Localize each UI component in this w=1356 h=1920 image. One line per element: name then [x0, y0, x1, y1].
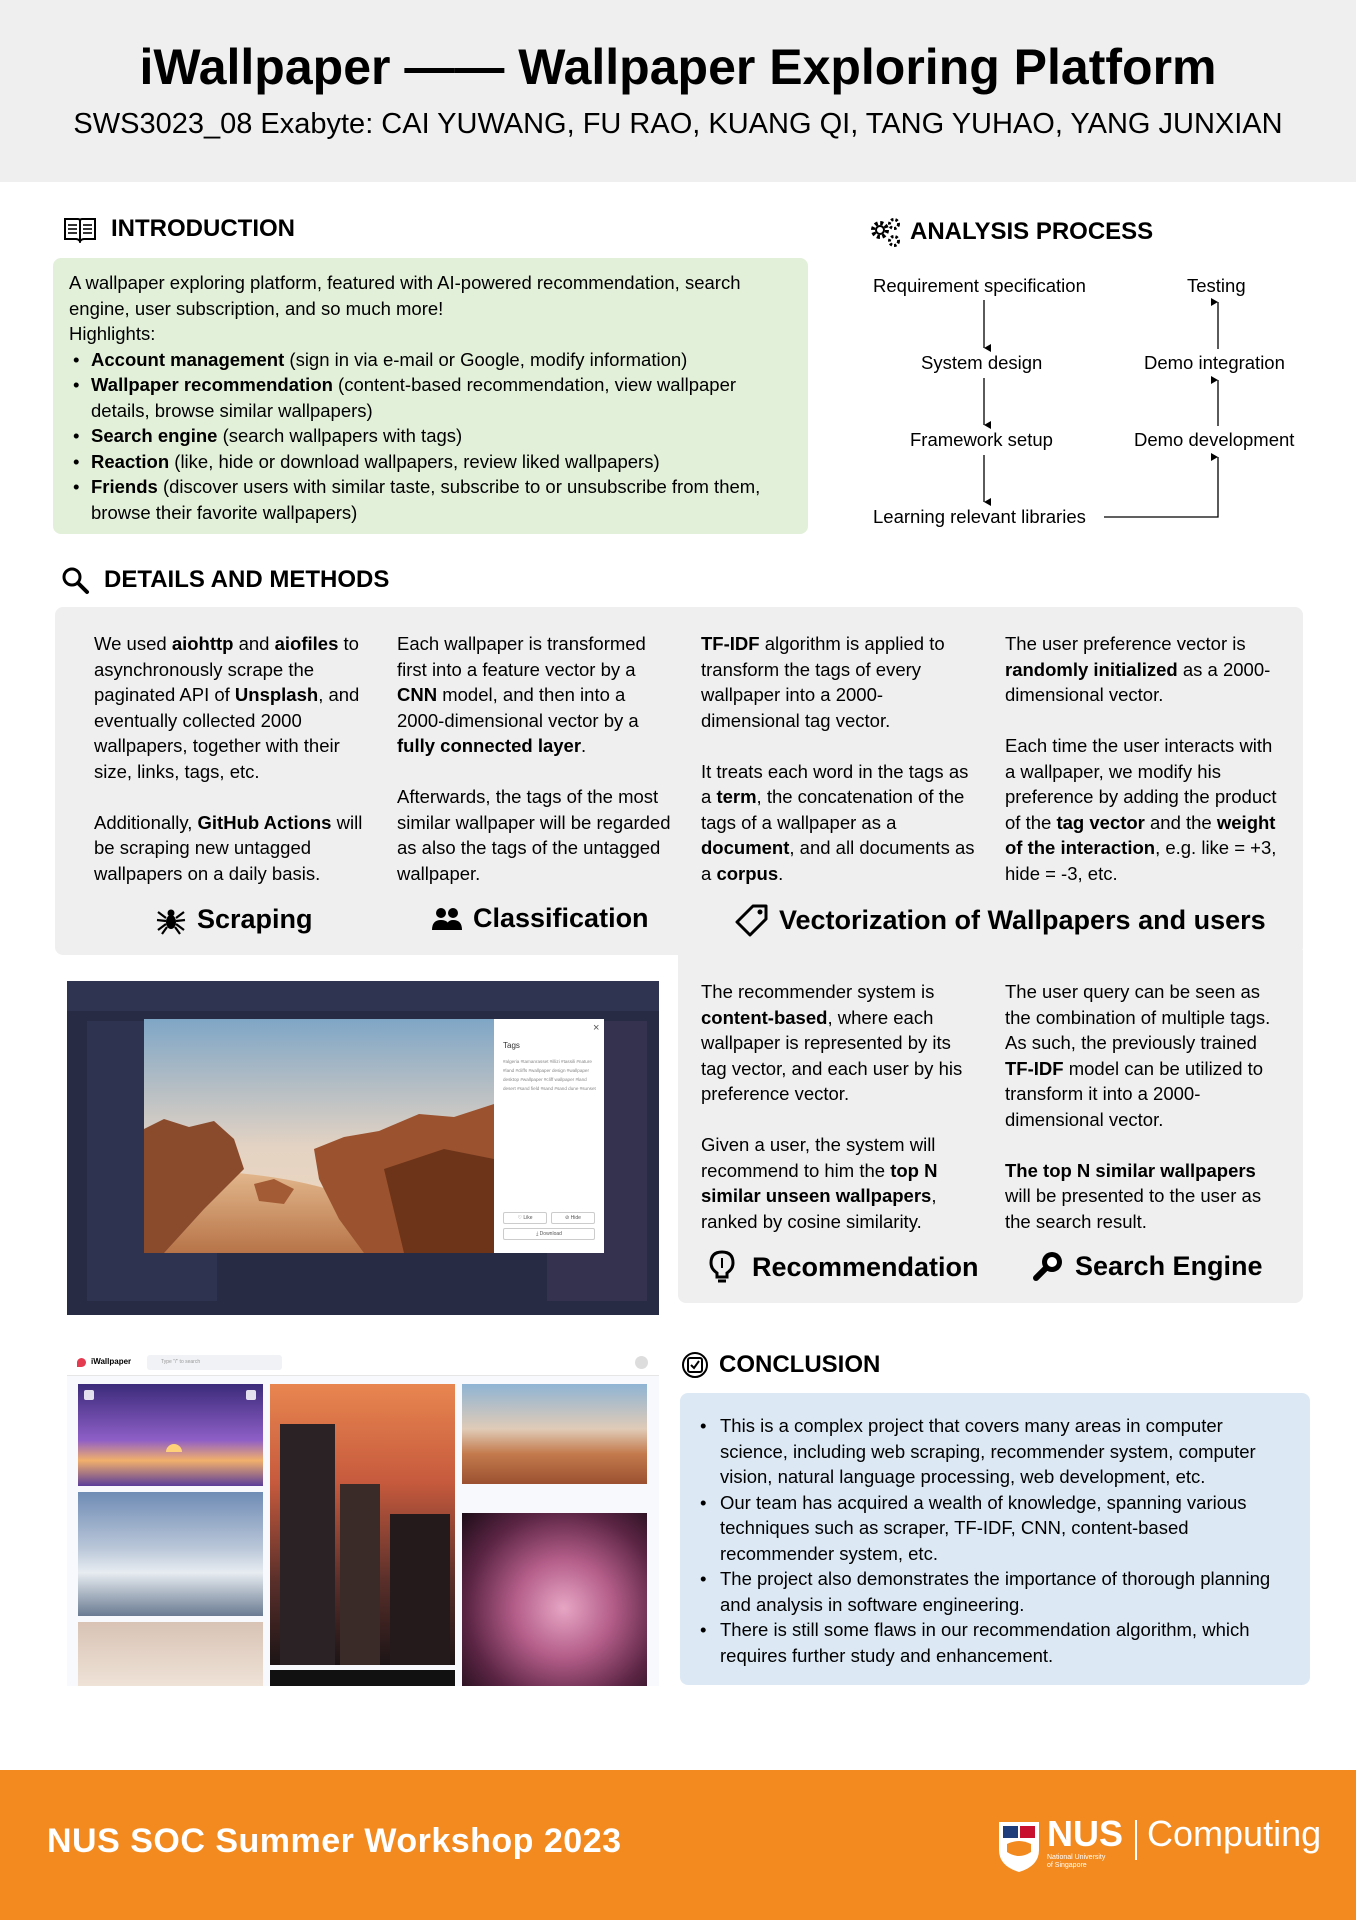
computing-text: Computing — [1147, 1813, 1322, 1854]
tags-panel — [494, 1019, 604, 1253]
classification-text: Each wallpaper is transformed first into a feature vector by a CNN model, and then into a 2000-dimensional vector by a fully connected layer. Afterwards, the tags of the most similar wallpaper will be regarded as also the tags of the untagged wallpaper. — [397, 633, 671, 884]
logo-divider — [1135, 1820, 1137, 1860]
tag[interactable]: #land desert — [503, 1077, 587, 1091]
tags-list — [503, 1057, 598, 1093]
poster-footer — [0, 1770, 1356, 1920]
tag[interactable]: #tassili — [561, 1059, 576, 1064]
tag[interactable]: #sand field — [517, 1086, 540, 1091]
wallpaper-tile[interactable] — [462, 1513, 647, 1686]
brand-name: iWallpaper — [91, 1357, 132, 1366]
like-button[interactable]: ♡ Like — [503, 1212, 547, 1224]
gears-icon — [868, 215, 902, 249]
classification-label — [431, 903, 649, 934]
process-step: Learning relevant libraries — [873, 506, 1086, 527]
wallpaper-preview — [144, 1019, 494, 1253]
tag-icon — [735, 903, 769, 937]
list-item: • Wallpaper recommendation (content-based recommendation, view wallpaper details, browse similar wallpapers) — [69, 372, 792, 423]
process-step: Requirement specification — [873, 275, 1086, 296]
tag[interactable]: #cliff wallpaper — [543, 1077, 575, 1082]
list-item: • The project also demonstrates the importance of thorough planning and analysis in software engineering. — [698, 1566, 1292, 1617]
vectorization-text-2: The user preference vector is randomly initialized as a 2000-dimensional vector. Each time the user interacts with a wallpaper, we modify his preference by adding the product of the tag vector and the weight of the interaction, e.g. like = +3, hide = -3, etc. — [1005, 633, 1277, 884]
scraping-text: We used aiohttp and aiofiles to asynchronously scrape the paginated API of Unsplash, and eventually collected 2000 wallpapers, together with their size, links, tags, etc. Additionally, GitHub Actions will be scraping new untagged wallpapers on a daily basis. — [94, 633, 363, 884]
list-item: • Search engine (search wallpapers with tags) — [69, 423, 792, 449]
tag[interactable]: #illizi — [549, 1059, 560, 1064]
poster-authors: SWS3023_08 Exabyte: CAI YUWANG, FU RAO, KUANG QI, TANG YUHAO, YANG JUNXIAN — [73, 108, 1283, 140]
book-icon — [63, 215, 97, 243]
magnifier-icon — [1033, 1250, 1065, 1282]
details-heading — [60, 565, 389, 595]
nus-subtext: National University — [1047, 1854, 1106, 1861]
nus-computing-logo — [997, 1813, 1322, 1874]
lightbulb-icon — [708, 1250, 736, 1284]
hide-icon[interactable] — [84, 1390, 94, 1400]
tag[interactable]: #cliffs — [515, 1068, 528, 1073]
list-item: • This is a complex project that covers many areas in computer science, including web scraping, recommender system, computer vision, natural language processing, web development, etc. — [698, 1413, 1292, 1490]
poster-title: iWallpaper —— Wallpaper Exploring Platform — [139, 39, 1217, 95]
vectorization-text-1: TF-IDF algorithm is applied to transform the tags of every wallpaper into a 2000-dimensional tag vector. It treats each word in the tags as a term, the concatenation of the tags of a wallpaper as a document, and all documents as a corpus. — [701, 633, 975, 884]
tag[interactable]: #wallpaper design — [528, 1068, 566, 1073]
process-step: Testing — [1187, 275, 1246, 296]
analysis-heading-text: ANALYSIS PROCESS — [910, 218, 1154, 245]
introduction-lead: A wallpaper exploring platform, featured with AI-powered recommendation, search engine, user subscription, and so much more! — [69, 272, 741, 319]
spider-icon — [155, 903, 187, 935]
vectorization-label-text: Vectorization of Wallpapers and users — [779, 904, 1266, 935]
list-item: • There is still some flaws in our recommendation algorithm, which requires further study and enhancement. — [698, 1617, 1292, 1668]
nus-text: NUS — [1047, 1813, 1124, 1854]
conclusion-heading-text: CONCLUSION — [719, 1351, 881, 1378]
scraping-label — [155, 903, 313, 935]
nus-crest-icon — [997, 1820, 1041, 1874]
introduction-heading — [63, 215, 295, 243]
wallpaper-detail-screenshot — [67, 981, 659, 1315]
close-icon[interactable]: × — [593, 1022, 600, 1034]
conclusion-box — [680, 1393, 1310, 1685]
nus-wordmark — [1047, 1814, 1123, 1870]
search-engine-label-text: Search Engine — [1075, 1250, 1263, 1281]
poster-header — [0, 0, 1356, 182]
wallpaper-tile[interactable] — [462, 1384, 647, 1484]
process-step: Demo development — [1134, 429, 1295, 450]
tag[interactable]: #wallpaper desktop — [503, 1068, 590, 1082]
introduction-box — [53, 258, 808, 534]
nus-subtext: of Singapore — [1047, 1862, 1087, 1869]
workshop-title: NUS SOC Summer Workshop 2023 — [47, 1822, 622, 1860]
app-header — [67, 1350, 659, 1376]
details-heading-text: DETAILS AND METHODS — [104, 566, 390, 593]
tag[interactable]: #land — [503, 1068, 515, 1073]
recommendation-label-text: Recommendation — [752, 1251, 979, 1282]
vectorization-label — [735, 903, 1266, 937]
desert-wallpaper-image — [144, 1019, 494, 1253]
tag[interactable]: #nature — [576, 1059, 592, 1064]
list-item: • Friends (discover users with similar taste, subscribe to or unsubscribe from them, browse their favorite wallpapers) — [69, 474, 792, 525]
tag[interactable]: #algeria — [503, 1059, 520, 1064]
users-icon — [431, 905, 463, 933]
conclusion-list — [698, 1413, 1292, 1668]
wallpaper-tile[interactable] — [78, 1384, 263, 1486]
tag[interactable]: #tamanrasset — [520, 1059, 549, 1064]
hide-button[interactable]: ⊘ Hide — [551, 1212, 595, 1224]
building-shape — [280, 1424, 335, 1665]
sun-shape — [166, 1444, 182, 1452]
recommendation-text: The recommender system is content-based, where each wallpaper is represented by its tag vector, and each user by his preference vector. Given a user, the system will recommend to him the top N similar unseen wallpapers, ranked by cosine similarity. — [701, 981, 963, 1232]
tag[interactable]: #sand dune — [554, 1086, 579, 1091]
tag[interactable]: #wallpaper — [520, 1077, 543, 1082]
checkbox-icon — [681, 1351, 709, 1379]
download-button[interactable]: ⤓ Download — [503, 1228, 595, 1240]
analysis-heading — [868, 215, 1153, 249]
wallpaper-tile[interactable] — [270, 1670, 455, 1686]
avatar[interactable] — [635, 1356, 648, 1369]
process-step: Framework setup — [910, 429, 1053, 450]
tags-title: Tags — [503, 1041, 520, 1050]
recommendation-label — [708, 1250, 979, 1284]
process-step: System design — [921, 352, 1043, 373]
list-item: • Reaction (like, hide or download wallpapers, review liked wallpapers) — [69, 449, 792, 475]
wallpaper-tile[interactable] — [270, 1384, 455, 1665]
scraping-label-text: Scraping — [197, 903, 313, 934]
building-shape — [340, 1484, 380, 1665]
introduction-heading-text: INTRODUCTION — [111, 215, 295, 242]
conclusion-heading — [681, 1351, 880, 1379]
process-step: Demo integration — [1144, 352, 1285, 373]
tag[interactable]: #sand — [540, 1086, 554, 1091]
search-engine-text: The user query can be seen as the combination of multiple tags. As such, the previously trained TF-IDF model can be utilized to transform it into a 2000-dimensional vector. The top N similar wallpapers will be presented to the user as the search result. — [1005, 981, 1271, 1232]
building-shape — [390, 1514, 450, 1665]
like-icon[interactable] — [246, 1390, 256, 1400]
search-engine-label — [1033, 1250, 1263, 1282]
highlights-label: Highlights: — [69, 323, 156, 344]
search-icon — [60, 565, 90, 595]
tag[interactable]: #sunset — [579, 1086, 596, 1091]
list-item: • Our team has acquired a wealth of knowledge, spanning various techniques such as scraper, TF-IDF, CNN, content-based recommender system, etc. — [698, 1490, 1292, 1567]
app-bar — [67, 981, 659, 1011]
highlights-list — [69, 347, 792, 526]
classification-label-text: Classification — [473, 903, 649, 933]
list-item: • Account management (sign in via e-mail or Google, modify information) — [69, 347, 792, 373]
process-arrows — [860, 290, 1320, 530]
wallpaper-grid-screenshot — [67, 1350, 659, 1686]
brand-logo-icon — [77, 1358, 86, 1367]
wallpaper-tile[interactable] — [78, 1622, 263, 1686]
search-input[interactable]: Type "/" to search — [147, 1355, 282, 1370]
wallpaper-tile[interactable] — [78, 1492, 263, 1616]
